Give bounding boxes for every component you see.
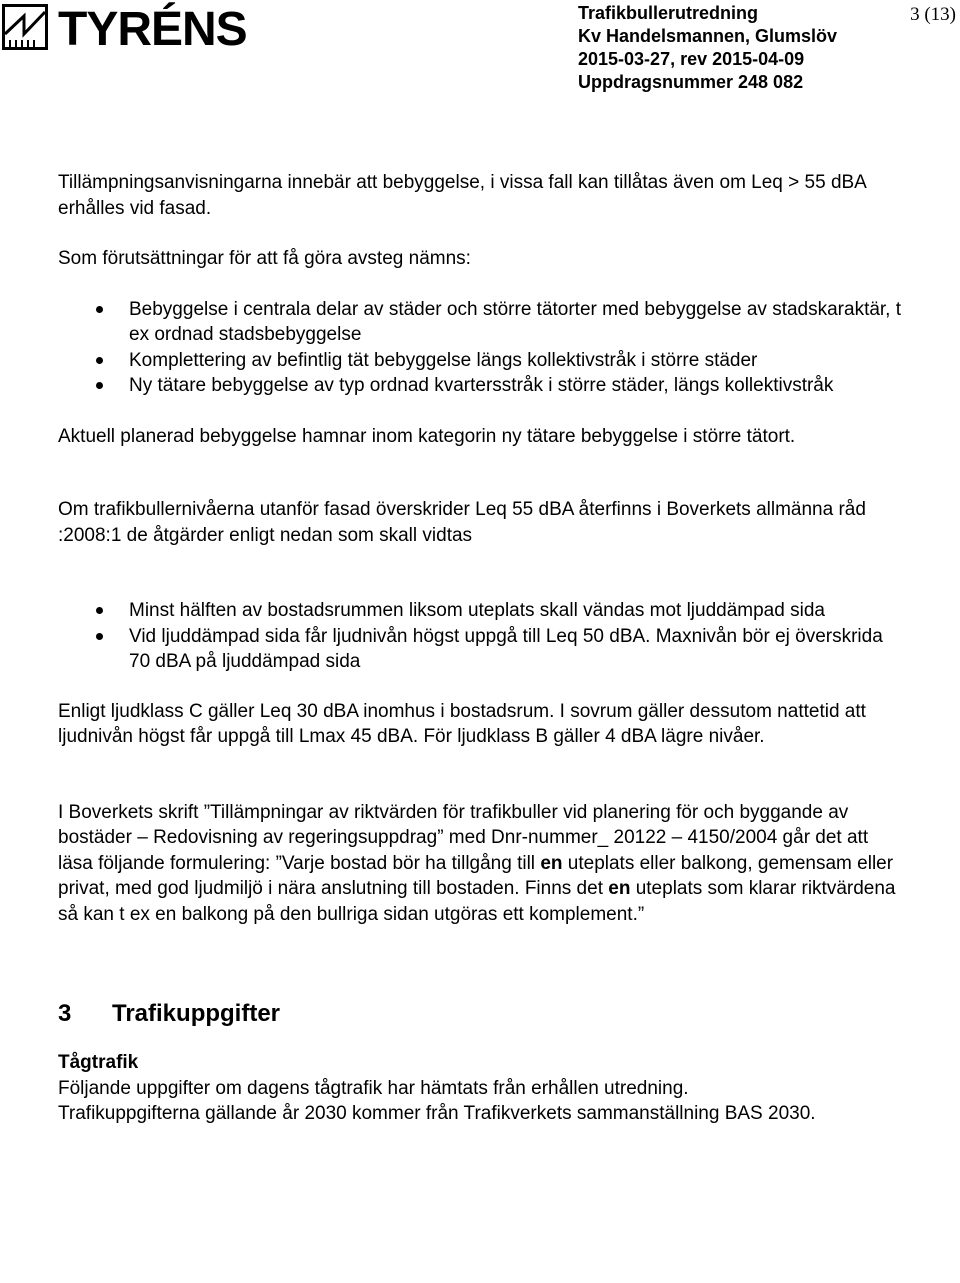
report-title: Trafikbullerutredning [578, 3, 759, 23]
subheading-train-traffic: Tågtrafik [58, 1052, 139, 1073]
paragraph-application: Tillämpningsanvisningarna innebär att bebyggelse, i vissa fall kan tillåtas även om Leq > 55 dBA erhålles vid fasad. [58, 172, 866, 219]
paragraph-sound-class: Enligt ljudklass C gäller Leq 30 dBA inomhus i bostadsrum. I sovrum gäller dessutom nattetid att ljudnivån högst får uppgå till Lmax 45 dBA. För ljudklass B gäller 4 dBA lägre nivåer. [58, 700, 866, 747]
bullet-icon [96, 357, 103, 364]
report-dates: 2015-03-27, rev 2015-04-09 [578, 49, 805, 69]
list-item: Komplettering av befintlig tät bebyggelse längs kollektivstråk i större städer [58, 348, 908, 374]
prerequisites-list [58, 297, 908, 399]
bullet-icon [96, 633, 103, 640]
emphasis: en [540, 852, 563, 874]
emphasis: en [608, 878, 631, 899]
section-title: Trafikuppgifter [112, 1000, 281, 1027]
report-header [578, 2, 837, 94]
paragraph-traffic-2030: Trafikuppgifterna gällande år 2030 kommer från Trafikverkets sammanställning BAS 2030. [58, 1103, 816, 1124]
company-logo [2, 3, 247, 56]
list-item: Minst hälften av bostadsrummen liksom uteplats skall vändas mot ljuddämpad sida [58, 598, 908, 624]
section-number: 3 [58, 1000, 72, 1027]
bullet-icon [96, 306, 103, 313]
section-heading [58, 999, 908, 1029]
list-item: Vid ljuddämpad sida får ljudnivån högst uppgå till Leq 50 dBA. Maxnivån bör ej överskrida 70 dBA på ljuddämpad sida [58, 624, 908, 675]
paragraph-train-data: Följande uppgifter om dagens tågtrafik har hämtats från erhållen utredning. [58, 1077, 689, 1099]
document-body [58, 170, 908, 1127]
project-name: Kv Handelsmannen, Glumslöv [578, 26, 838, 46]
paragraph-boverket: I Boverkets skrift ”Tillämpningar av riktvärden för trafikbuller vid planering för och byggande av bostäder – Redovisning av regeringsuppdrag” med Dnr-nummer_ 20122 – 4150/2004 går det att läsa följande formulering: ”Varje bostad bör ha tillgång till en uteplats eller balkong, gemensam eller privat, med god ljudmiljö i nära anslutning till bostaden. Finns det en uteplats som klarar riktvärdena så kan t ex en balkong på den bullriga sidan utgöras ett komplement.” [58, 801, 896, 925]
list-item: Bebyggelse i centrala delar av städer och större tätorter med bebyggelse av stadskaraktär, t ex ordnad stadsbebyggelse [58, 297, 908, 348]
paragraph-prerequisites: Som förutsättningar för att få göra avsteg nämns: [58, 248, 471, 269]
paragraph-measures: Om trafikbullernivåerna utanför fasad överskrider Leq 55 dBA återfinns i Boverkets allmänna råd :2008:1 de åtgärder enligt nedan som skall vidtas [58, 499, 866, 546]
paragraph-category: Aktuell planerad bebyggelse hamnar inom kategorin ny tätare bebyggelse i större tätort. [58, 425, 796, 447]
measures-list [58, 598, 908, 675]
logo-mark-icon [2, 4, 48, 50]
page-number: 3 (13) [910, 4, 956, 25]
bullet-icon [96, 607, 103, 614]
logo-wordmark: TYRÉNS [58, 3, 247, 56]
bullet-icon [96, 382, 103, 389]
assignment-number: Uppdragsnummer 248 082 [578, 72, 804, 92]
list-item: Ny tätare bebyggelse av typ ordnad kvartersstråk i större städer, längs kollektivstråk [58, 373, 908, 399]
